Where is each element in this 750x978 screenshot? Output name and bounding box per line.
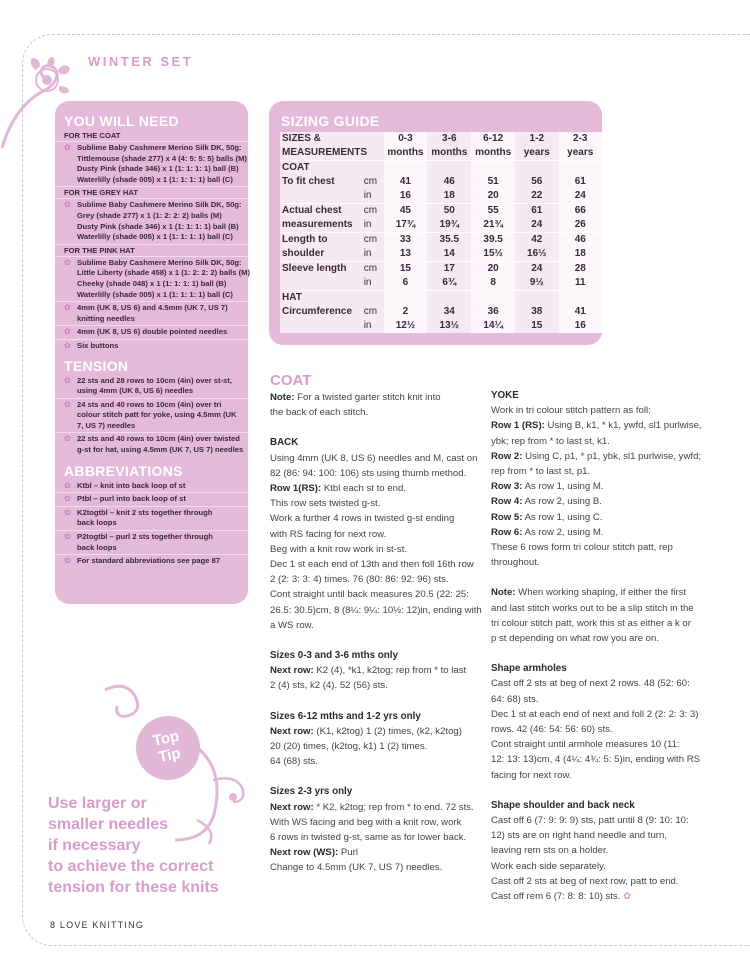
row-instruction: Next row (WS): Purl (270, 847, 358, 859)
star-bullet-icon: ✿ (64, 257, 71, 267)
table-cell: 61 24 (515, 204, 558, 233)
size-col-header: 6-12 months (471, 132, 515, 161)
row-units: cm in (362, 291, 384, 334)
coat-column (270, 372, 485, 876)
row-label: COAT To fit chest (280, 161, 362, 204)
table-header-label: SIZES & MEASUREMENTS (280, 132, 384, 161)
text-line: 2 (2: 3: 3: 4) times. 76 (80: 86: 92: 96) sts. (270, 574, 449, 586)
armholes-heading: Shape armholes (491, 663, 567, 675)
text-line: Work a further 4 rows in twisted g-st ending (270, 513, 455, 525)
star-bullet-icon: ✿ (64, 556, 71, 566)
table-cell: 39.5 15½ (471, 233, 515, 262)
shoulder-heading: Shape shoulder and back neck (491, 799, 635, 811)
abbreviations-title: ABBREVIATIONS (64, 462, 183, 479)
tension-item: ✿ 22 sts and 28 rows to 10cm (4in) over st-st, using 4mm (UK 8, US 6) needles (55, 375, 248, 399)
table-cell: 51 20 (471, 161, 515, 204)
coat-title: COAT (270, 372, 312, 389)
pink-hat-subheading: FOR THE PINK HAT (55, 245, 248, 257)
row-instruction: Next row: K2 (4), *k1, k2tog; rep from * to last (270, 665, 467, 677)
table-cell: 50 19¾ (427, 204, 471, 233)
yoke-heading: YOKE (491, 390, 519, 401)
star-bullet-icon: ✿ (64, 532, 71, 542)
text-line: With WS facing and beg with a knit row, work (270, 816, 462, 828)
text-line: Change to 4.5mm (UK 7, US 7) needles. (270, 862, 443, 874)
text-line: Beg with a knit row work in st-st. (270, 543, 408, 555)
size-col-header: 0-3 months (384, 132, 428, 161)
end-mark-icon: ✿ (623, 891, 632, 903)
star-bullet-icon: ✿ (64, 375, 71, 385)
section-header: WINTER SET (88, 54, 194, 69)
text-line: These 6 rows form tri colour stitch patt, rep (491, 542, 673, 554)
grey-hat-subheading: FOR THE GREY HAT (55, 187, 248, 199)
abbreviation-item: ✿ Ktbl – knit into back loop of st (55, 480, 248, 494)
needles-item: ✿ 4mm (UK 8, US 6) and 4.5mm (UK 7, US 7) knitting needles (55, 302, 248, 326)
row-instruction: Row 5: As row 1, using C. (491, 511, 603, 523)
abbreviation-item: ✿ Ptbl – purl into back loop of st (55, 493, 248, 507)
sizes-heading: Sizes 0-3 and 3-6 mths only (270, 650, 398, 662)
row-label: HAT Circumference (280, 291, 362, 334)
abbreviation-item: ✿ For standard abbreviations see page 87 (64, 556, 221, 566)
star-bullet-icon: ✿ (64, 340, 71, 350)
table-cell: 28 11 (559, 262, 603, 291)
yoke-note: Note: When working shaping, if either the first (491, 587, 687, 599)
row-instruction: Row 1(RS): Ktbl each st to end. (270, 483, 406, 495)
text-line: rows. 42 (46: 54: 56: 60) sts. (491, 724, 613, 736)
size-col-header: 2-3 years (559, 132, 603, 161)
text-line: 12: 13: 13)cm, 4 (4¼: 4¾: 5: 5)in, ending with RS (491, 754, 701, 766)
text-line: with RS facing for next row. (270, 528, 387, 540)
buttons-item: ✿ Six buttons (64, 340, 119, 350)
coat-note-line: the back of each stitch. (270, 407, 369, 419)
table-cell: 41 16 (384, 161, 428, 204)
table-cell: 56 22 (515, 161, 558, 204)
table-cell: 24 9½ (515, 262, 558, 291)
page-number: 8 (50, 920, 57, 930)
row-label: Sleeve length (280, 262, 362, 291)
table-cell: 61 24 (559, 161, 603, 204)
table-cell: 35.5 14 (427, 233, 471, 262)
table-cell: 45 17¾ (384, 204, 428, 233)
text-line: a WS row. (270, 619, 314, 631)
text-line: rep from * to last st, p1. (491, 466, 591, 478)
coat-note: Note: For a twisted garter stitch knit into (270, 392, 441, 403)
coat-subheading: FOR THE COAT (55, 130, 248, 142)
table-cell: 33 13 (384, 233, 428, 262)
star-bullet-icon: ✿ (64, 399, 71, 409)
tension-item: ✿ 24 sts and 40 rows to 10cm (4in) over tri colour stitch patt for yoke, using 4.5mm (UK 7, US 7) needles (55, 399, 248, 434)
table-cell: 46 18 (559, 233, 603, 262)
magazine-name: LOVE KNITTING (59, 920, 145, 930)
text-line: and last stitch works out to be a slip stitch in the (491, 602, 694, 614)
text-line: Cast off 2 sts at beg of next row, patt to end. (491, 875, 679, 887)
top-tip-text: Use larger or smaller needles if necessary to achieve the correct tension for these knits (48, 795, 219, 896)
table-cell: 66 26 (559, 204, 603, 233)
row-instruction: Row 6: As row 2, using M. (491, 526, 604, 538)
text-line: Dec 1 st each end of 13th and then foll 16th row (270, 559, 474, 571)
row-instruction: Row 4: As row 2, using B. (491, 496, 602, 508)
table-row (280, 233, 602, 262)
star-bullet-icon: ✿ (64, 434, 71, 444)
you-will-need-title: YOU WILL NEED (64, 113, 179, 129)
star-bullet-icon: ✿ (64, 494, 71, 504)
text-line: Cont straight until armhole measures 10 (11: (491, 739, 680, 751)
text-line: Cast off 6 (7: 9: 9: 9) sts, patt until 8 (9: 10: 10: (491, 815, 689, 827)
row-label: Actual chest measurements (280, 204, 362, 233)
text-line: leaving rem sts on a holder. (491, 845, 609, 857)
table-cell: 42 16½ (515, 233, 558, 262)
row-units: cm in (362, 262, 384, 291)
row-instruction: Next row: (K1, k2tog) 1 (2) times, (k2, k2tog) (270, 725, 462, 737)
text-line: Work in tri colour stitch pattern as foll: (491, 405, 651, 417)
text-line: 64: 68) sts. (491, 693, 539, 705)
table-cell: 36 14¼ (471, 291, 515, 334)
text-line: 26.5: 30.5)cm, 8 (8¼: 9¼: 10½: 12)in, ending with (270, 604, 482, 616)
dpn-item: ✿ 4mm (UK 8, US 6) double pointed needles (55, 326, 248, 340)
table-cell: 2 12½ (384, 291, 428, 334)
tension-item: ✿ 22 sts and 40 rows to 10cm (4in) over twisted g-st for hat, using 4.5mm (UK 7, US 7) needles (64, 434, 244, 455)
text-line: facing for next row. (491, 769, 572, 781)
sizing-table (280, 132, 602, 333)
tension-title: TENSION (64, 357, 129, 374)
text-line: 12) sts are on right hand needle and turn, (491, 830, 668, 842)
table-cell: 17 6¾ (427, 262, 471, 291)
star-bullet-icon: ✿ (64, 327, 71, 337)
table-header-row (280, 132, 602, 161)
text-line: Cast off 2 sts at beg of next 2 rows. 48 (52: 60: (491, 678, 690, 690)
text-line: Cast off rem 6 (7: 8: 8: 10) sts. ✿ (491, 891, 632, 903)
table-cell: 46 18 (427, 161, 471, 204)
table-row (280, 291, 602, 334)
text-line: Work each side separately. (491, 860, 606, 872)
sizing-guide-title: SIZING GUIDE (281, 113, 380, 129)
row-label: Length to shoulder (280, 233, 362, 262)
table-cell: 15 6 (384, 262, 428, 291)
text-line: ybk; rep from * to last st, k1. (491, 435, 610, 447)
top-tip-badge: Top Tip (130, 710, 206, 786)
text-line: Cont straight until back measures 20.5 (22: 25: (270, 589, 469, 601)
text-line: This row sets twisted g-st. (270, 498, 381, 510)
text-line: 82 (86: 94: 100: 106) sts using thumb method. (270, 467, 467, 479)
abbreviation-item: ✿ P2togtbl – purl 2 sts together through back loops (55, 531, 248, 555)
row-units: cm in (362, 204, 384, 233)
abbreviation-item: ✿ K2togtbl – knit 2 sts together through back loops (55, 507, 248, 531)
text-line: 6 rows in twisted g-st, same as for lower back. (270, 832, 467, 844)
table-cell: 34 13½ (427, 291, 471, 334)
row-instruction: Row 1 (RS): Using B, k1, * k1, ywfd, sl1 purlwise, (491, 420, 702, 432)
size-col-header: 1-2 years (515, 132, 558, 161)
table-row (280, 204, 602, 233)
text-line: Using 4mm (UK 8, US 6) needles and M, cast on (270, 452, 478, 464)
table-cell: 41 16 (559, 291, 603, 334)
row-instruction: Next row: * K2, k2tog; rep from * to end. 72 sts. (270, 801, 474, 813)
row-units: cm in (362, 233, 384, 262)
table-cell: 55 21¾ (471, 204, 515, 233)
text-line: p st depending on what row you are on. (491, 633, 660, 645)
text-line: Dec 1 st at each end of next and foll 2 (2: 2: 3: 3) (491, 708, 699, 720)
page-footer (50, 920, 144, 930)
you-will-need-panel (55, 101, 251, 604)
star-bullet-icon: ✿ (64, 200, 71, 210)
row-instruction: Row 2: Using C, p1, * p1, ybk, sl1 purlwise, ywfd; (491, 450, 702, 462)
sizes-heading: Sizes 6-12 mths and 1-2 yrs only (270, 710, 421, 722)
table-cell: 20 8 (471, 262, 515, 291)
text-line: tri colour stitch patt, work this st as either a k or (491, 617, 691, 629)
sizes-heading: Sizes 2-3 yrs only (270, 786, 353, 798)
size-col-header: 3-6 months (427, 132, 471, 161)
text-line: 20 (20) times, (k2tog, k1) 1 (2) times. (270, 741, 428, 753)
table-row (280, 262, 602, 291)
sizing-guide-panel (269, 101, 602, 345)
text-line: 2 (4) sts, k2 (4). 52 (56) sts. (270, 680, 388, 692)
text-line: 64 (68) sts. (270, 756, 318, 768)
back-heading: BACK (270, 437, 299, 449)
star-bullet-icon: ✿ (64, 303, 71, 313)
row-units: cm in (362, 161, 384, 204)
table-row (280, 161, 602, 204)
grey-hat-yarn-item: ✿ Sublime Baby Cashmere Merino Silk DK, 50g: Grey (shade 277) x 1 (1: 2: 2: 2) balls (M) Dusty Pink (shade 346) x 1 (1: 1: 1: 1) ball (B) Waterlilly (shade 005) x 1 (1: 1: 1: 1) ball (C) (55, 199, 248, 244)
star-bullet-icon: ✿ (64, 480, 71, 490)
pink-hat-yarn-item: ✿ Sublime Baby Cashmere Merino Silk DK, 50g: Little Liberty (shade 458) x 1 (1: 2: 2: 2) balls (M) Cheeky (shade 048) x 1 (1: 1: 1: 1) ball (B) Waterlilly (shade 005) x 1 (1: 1: 1: 1) ball (C) (55, 257, 248, 302)
row-instruction: Row 3: As row 1, using M. (491, 481, 604, 493)
coat-yarn-item: ✿ Sublime Baby Cashmere Merino Silk DK, 50g: Tittlemouse (shade 277) x 4 (4: 5: 5: 5) balls (M) Dusty Pink (shade 346) x 1 (1: 1: 1: 1) ball (B) Waterlilly (shade 005) x 1 (1: 1: 1: 1) ball (C) (55, 142, 248, 187)
table-cell: 38 15 (515, 291, 558, 334)
text-line: throughout. (491, 557, 540, 569)
star-bullet-icon: ✿ (64, 507, 71, 517)
yoke-column (491, 388, 706, 904)
star-bullet-icon: ✿ (64, 143, 71, 152)
